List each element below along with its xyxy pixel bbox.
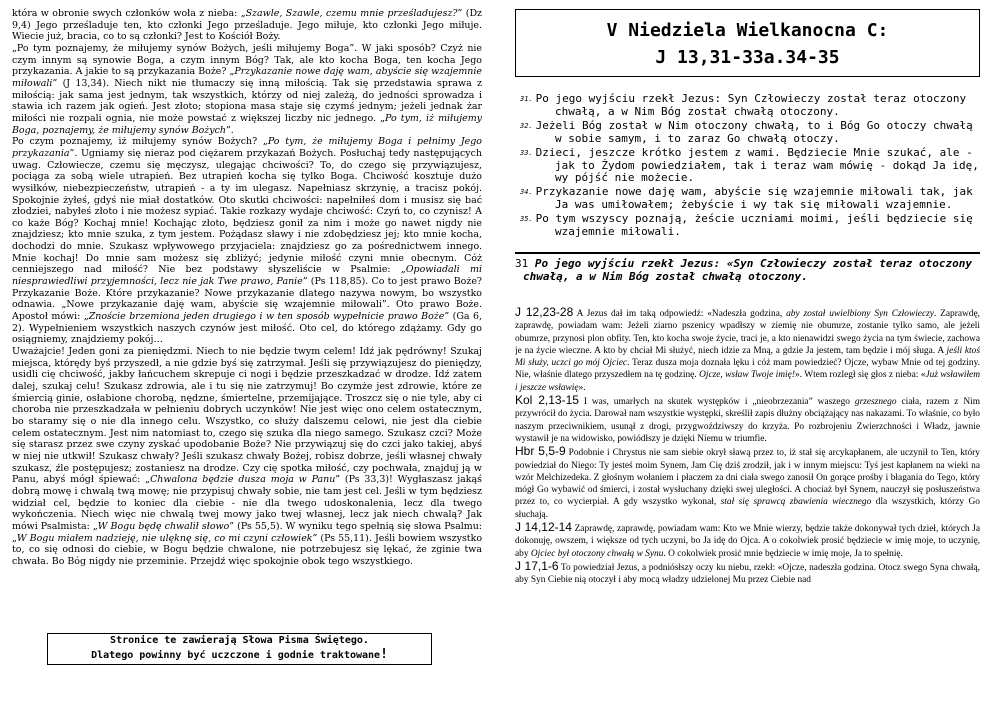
verse-number: 34.: [520, 188, 533, 197]
notice-line-text: Dlatego powinny być uczczone i godnie traktowane: [91, 650, 381, 661]
respect-notice-box: [47, 633, 432, 665]
verse: [515, 147, 980, 186]
quoted-text: aby został uwielbiony Syn Człowieczy: [786, 308, 934, 319]
verse-text: Po tym wszyscy poznają, żeście uczniami moimi, jeśli będziecie się wzajemnie miłowali.: [535, 212, 973, 239]
quoted-text: Ojciec był otoczony chwałą w Synu: [530, 548, 664, 559]
quoted-text: W Bogu będę chwalił słowo: [97, 520, 230, 532]
title-box: [515, 9, 980, 77]
notice-exclamation: !: [380, 647, 388, 662]
parallel-passage: J 14,12-14 Zaprawdę, zaprawdę, powiadam wam: Kto we Mnie wierzy, będzie także dokonywał tych dzieł, których Ja dokonuję, owszem, i większe od tych uczyni, bo Ja idę do Ojca. A o cokolwiek prosić będziecie w imię moje, to uczynię, aby Ojciec był otoczony chwałą w Synu. O cokolwiek prosić mnie będziecie w imię moje, Ja to spełnię.: [515, 520, 980, 559]
verse-number: 33.: [520, 148, 533, 157]
quoted-text: Chwalona będzie dusza moja w Panu: [150, 474, 336, 486]
reflection-column: [12, 8, 482, 693]
scripture-reference: Kol 2,13-15: [515, 393, 579, 408]
verse-text: Jeżeli Bóg został w Nim otoczony chwałą, to i Bóg Go otoczy chwałą w sobie samym, i to zaraz Go chwałą otoczy.: [535, 118, 973, 145]
quoted-text: Szawle, Szawle, czemu mnie prześladujesz?: [245, 8, 458, 19]
focus-verse: [515, 254, 980, 283]
verse-number: 32.: [520, 121, 533, 130]
scripture-reference: J 14,12-14: [515, 520, 572, 535]
quoted-text: grzesznego: [854, 397, 897, 408]
quoted-text: jeśli ktoś Mi służy, uczci go mój Ojciec: [515, 345, 980, 369]
quoted-text: stał się sprawcą zbawienia wiecznego: [720, 497, 872, 508]
scripture-reference: Hbr 5,5-9: [515, 444, 566, 459]
parallel-passages: [515, 306, 980, 587]
verse: [515, 93, 980, 119]
verse-text: Po jego wyjściu rzekł Jezus: Syn Człowieczy został teraz otoczony chwałą, a w Nim Bóg został chwałą otoczony.: [535, 92, 967, 118]
verse-text: Dzieci, jeszcze krótko jestem z wami. Będziecie Mnie szukać, ale - jak to Żydom powiedziałem, tak i teraz wam mówię - dokąd Ja idę, wy pójść nie możecie.: [535, 145, 979, 185]
focus-verse-text: Po jego wyjściu rzekł Jezus: «Syn Człowieczy został teraz otoczony: [534, 256, 972, 270]
quoted-text: Opowiadali mi niesprawiedliwi przyjemności, lecz nie jak Twe prawo, Panie: [12, 264, 482, 288]
reflection-paragraph: Po czym poznajemy, iż miłujemy synów Bożych? „Po tym, że miłujemy Boga i pełnimy Jego przykazania”. Ugniamy się nieraz pod ciężarem przykazań Bożych. Posłuchaj tedy następujących uwag. Człowiecze, czemu się męczysz, ulegając chciwości? To, do czego się przywiązujesz, pociąga za sobą wiele utrapień. Bez utrapień kocha się tylko Boga. Chciwość kosztuje dużo wysiłków, niebezpieczeństw, utrapień - a ty im ulegasz. Napełniasz skrzynię, a tracisz pokój. Spokojnie żyłeś, gdyś nie miał dostatków. Oto skutki chciwości: napełniłeś dom i musisz się bać złodziei, nabyłeś złoto i nie możesz sypiać. Takie rozkazy wydaje chciwość: Czyń to, co czynisz! A co każe Bóg? Kochaj mnie! Kochając złoto, będziesz gonił za nim i może go nawet nigdy nie znajdziesz; kto mnie szuka, z tym jestem. Pożądasz sławy i nie zdobędziesz jej; kto mnie kocha, dochodzi do mnie. Szukasz wpływowego przyjaciela: znajdziesz go za pośrednictwem innego. Mnie kochaj! Do mnie sam możesz się zbliżyć; jedynie miłość czyni mnie obecnym. Cóż cenniejszego nad miłość? Nie bez podstawy słyszeliście w Psalmie: „Opowiadali mi niesprawiedliwi przyjemności, lecz nie jak Twe prawo, Panie” (Ps 118,85). Co to jest prawo Boże? Przykazanie Boże. Które przykazanie? Nowe przykazanie dlatego nazywa nowym, bo wszystko odnawia. „Nowe przykazanie daję wam, abyście się wzajemnie miłowali”. Oto prawo Boże. Apostoł mówi: „Znoście brzemiona jeden drugiego i w ten sposób wypełnicie prawo Boże” (Ga 6, 2). Wypełnieniem wszystkich naszych czynów jest miłość. Oto cel, do którego zdążamy. Gdy go osiągniemy, znajdziemy pokój…: [12, 136, 482, 346]
quoted-text: W Bogu miałem nadzieję, nie ulęknę się, co mi czyni człowiek: [16, 532, 313, 544]
verse: [515, 186, 980, 212]
quoted-text: Już wsławiłem i jeszcze wsławię: [515, 370, 980, 393]
scripture-reference: J 12,23-28: [515, 304, 574, 319]
quoted-text: Po tym, iż miłujemy Boga, poznajemy, że miłujemy synów Bożych: [12, 112, 482, 136]
gospel-reference: J 13,31-33a.34-35: [655, 47, 840, 68]
verse: [515, 120, 980, 146]
quoted-text: Po tym, że miłujemy Boga i pełnimy Jego przykazania: [12, 136, 482, 159]
gospel-column: [515, 8, 980, 693]
parallel-passage: J 17,1-6 To powiedział Jezus, a podniósłszy oczy ku niebu, rzekł: «Ojcze, nadeszła godzina. Otocz swego Syna chwałą, aby Syn Ciebie nią otoczył i aby mocą władzy udzielonej Mu przez Ciebie nad: [515, 558, 980, 586]
focus-verse-number: 31: [515, 256, 529, 270]
parallel-passage: J 12,23-28 A Jezus dał im taką odpowiedź: «Nadeszła godzina, aby został uwielbiony Syn Człowieczy. Zaprawdę, zaprawdę, powiadam wam: Jeżeli ziarno pszenicy wpadłszy w ziemię nie obumrze, zostanie tylko samo, ale jeżeli obumrze, przynosi plon obfity. Ten, kto kocha swoje życie, traci je, a kto nienawidzi swego życia na tym świecie, zachowa je na życie wieczne. A kto by chciał Mi służyć, niech idzie za Mną, a gdzie Ja jestem, tam będzie i mój sługa. A jeśli ktoś Mi służy, uczci go mój Ojciec. Teraz dusza moja doznała lęku i cóż mam powiedzieć? Ojcze, wybaw Mnie od tej godziny. Nie, właśnie dlatego przyszedłem na tę godzinę. Ojcze, wsław Twoje imię!». Wtem rozległ się głos z nieba: «Już wsławiłem i jeszcze wsławię».: [515, 304, 980, 393]
notice-line: [48, 648, 431, 663]
verse-text: Przykazanie nowe daję wam, abyście się wzajemnie miłowali tak, jak Ja was umiłowałem; żebyście i wy tak się miłowali wzajemnie.: [535, 185, 973, 212]
page-title: V Niedziela Wielkanocna C:: [606, 20, 889, 41]
notice-line: Stronice te zawierają Słowa Pisma Świętego.: [110, 635, 369, 646]
scripture-reference: J 17,1-6: [515, 558, 559, 573]
quoted-text: Ojcze, wsław Twoje imię!: [699, 370, 795, 381]
verse-number: 35.: [520, 215, 533, 224]
gospel-verses: [515, 93, 980, 239]
quoted-text: Przykazanie nowe daję wam, abyście się wzajemnie miłowali: [12, 66, 482, 89]
parallel-passage: Kol 2,13-15 I was, umarłych na skutek występków i „nieobrzezania” waszego grzesznego ciała, razem z Nim przywrócił do życia. Darował nam wszystkie występki, skreślił zapis dłużny obciążający nas nakazami. To właśnie, co było naszym przeciwnikiem, usunął z drogi, przygwoździwszy do krzyża. Po rozbrojeniu Zwierzchności i Władz, jawnie wystawił je na widowisko, powiódłszy je dzięki Niemu w triumfie.: [515, 393, 980, 444]
quoted-text: Znoście brzemiona jeden drugiego i w ten sposób wypełnicie prawo Boże: [88, 311, 445, 323]
verse: [515, 213, 980, 239]
parallel-passage: Hbr 5,5-9 Podobnie i Chrystus nie sam siebie okrył sławą przez to, iż stał się arcykapłanem, ale uczynił to Ten, który powiedział do Niego: Ty jesteś moim Synem, Jam Cię dziś zrodził, jak i w innym miejscu: Tyś jest kapłanem na wieki na wzór Melchizedeka. Z głośnym wołaniem i płaczem za dni ciała swego zanosił On gorące prośby i błagania do Tego, który mógł Go wybawić od śmierci, i został wysłuchany dzięki swej uległości. A chociaż był Synem, nauczył się posłuszeństwa przez to, co wycierpiał. A gdy wszystko wykonał, stał się sprawcą zbawienia wiecznego dla wszystkich, którzy Go słuchają.: [515, 444, 980, 520]
reflection-paragraph: Uważajcie! Jeden goni za pieniędzmi. Niech to nie będzie twym celem! Idź jak pędrówny! Szukaj miejsca, którędy byś przyszedł, a nie gdzie byś się zatrzymał. Jeśli się przywiązujesz do pieniędzy, usidli cię chciwość, jakby łańcuchem skrepuje ci nogi i będzie przeszkadzać w drodze. Idź zatem dalej, szukaj celu! Szukasz zdrowia, ale i tu się nie zatrzymuj! Bo czymże jest zdrowie, które ze śmiercią ginie, osłabione chorobą, nędzne, śmiertelne, przemijające. Troszcz się o nie tyle, aby ci choroba nie przeszkadzała w pełnieniu dobrych uczynków! Nie jest więc ono celem ostatecznym, bo staramy się o nie dla innego celu. Wszystko, co służy dalszemu celowi, nie jest dla ciebie celem ostatecznym. Jest nim natomiast to, czego się szuka dla niego samego. Szukasz czci? Może się starasz przez swe czyny zyskać upodobanie Boże? Nie przywiązuj się do czci jako takiej, abyś w niej nie utkwił! Szukasz chwały? Jeśli szukasz chwały Bożej, robisz dobrze, jeśli własnej chwały szukasz, źle postępujesz; zostaniesz na drodze. Czy cię spotka miłość, czy pochwała, znajduj ją w Panu, abyś mógł śpiewać: „Chwalona będzie dusza moja w Panu” (Ps 33,3)! Wygłaszasz jakąś dobrą mowę i chwalą twą mowę; nie przypisuj chwały sobie, nie tam jest cel. Jeśli w tym będziesz widział cel, będzie to koniec dla ciebie - nie dla twego udoskonalenia, lecz dla twego wykończenia. Niech więc nie chwalą twej mowy jako twej własnej, lecz jak niech chwalą? Jak mówi Psalmista: „W Bogu będę chwalił słowo” (Ps 55,5). W wyniku tego spełnią się słowa Psalmu: „W Bogu miałem nadzieję, nie ulęknę się, co mi czyni człowiek” (Ps 55,11). Jeśli bowiem wszystko to, co się odnosi do ciebie, w Bogu będzie chwalone, nie potrzebujesz się lękać, że zginie twa chwała. Bo Bóg nigdy nie przeminie. Przejdź więc spokojnie obok tego wszystkiego.: [12, 346, 482, 567]
focus-verse-text-cont: chwałą, a w Nim Bóg został chwałą otoczony.: [523, 269, 808, 283]
reflection-paragraph: „Po tym poznajemy, że miłujemy synów Bożych, jeśli miłujemy Boga”. W jaki sposób? Czyż nie czym innym są synowie Boga, a czym innym Bóg? Tak, ale kto kocha Boga, ten kocha Jego przykazania. A jakie to są przykazania Boże? „Przykazanie nowe daję wam, abyście się wzajemnie miłowali” (J 13,34). Niech nikt nie tłumaczy się inną miłością. Tak się przedstawia sprawa z miłością: jak sama jest jednym, tak wszystkich, którzy od niej zależą, do jedności sprowadza i stawia ich razem jak ogień. Jest złoto; stopiona masa staje się czymś jednym; jeżeli jednak żar miłości nie rozpali ognia, nie może powstać z większej liczby nic jednego. „Po tym, iż miłujemy Boga, poznajemy, że miłujemy synów Bożych”.: [12, 42, 482, 136]
reflection-paragraph: która w obronie swych członków woła z nieba: „Szawle, Szawle, czemu mnie prześladujesz?” (Dz 9,4) Jego prześladuje ten, kto członki Jego prześladuje. Jego miłuje, kto członki Jego miłuje. Wiecie już, bracia, co to są członki? Jest to Kościół Boży.: [12, 8, 482, 43]
verse-number: 31.: [520, 95, 533, 103]
